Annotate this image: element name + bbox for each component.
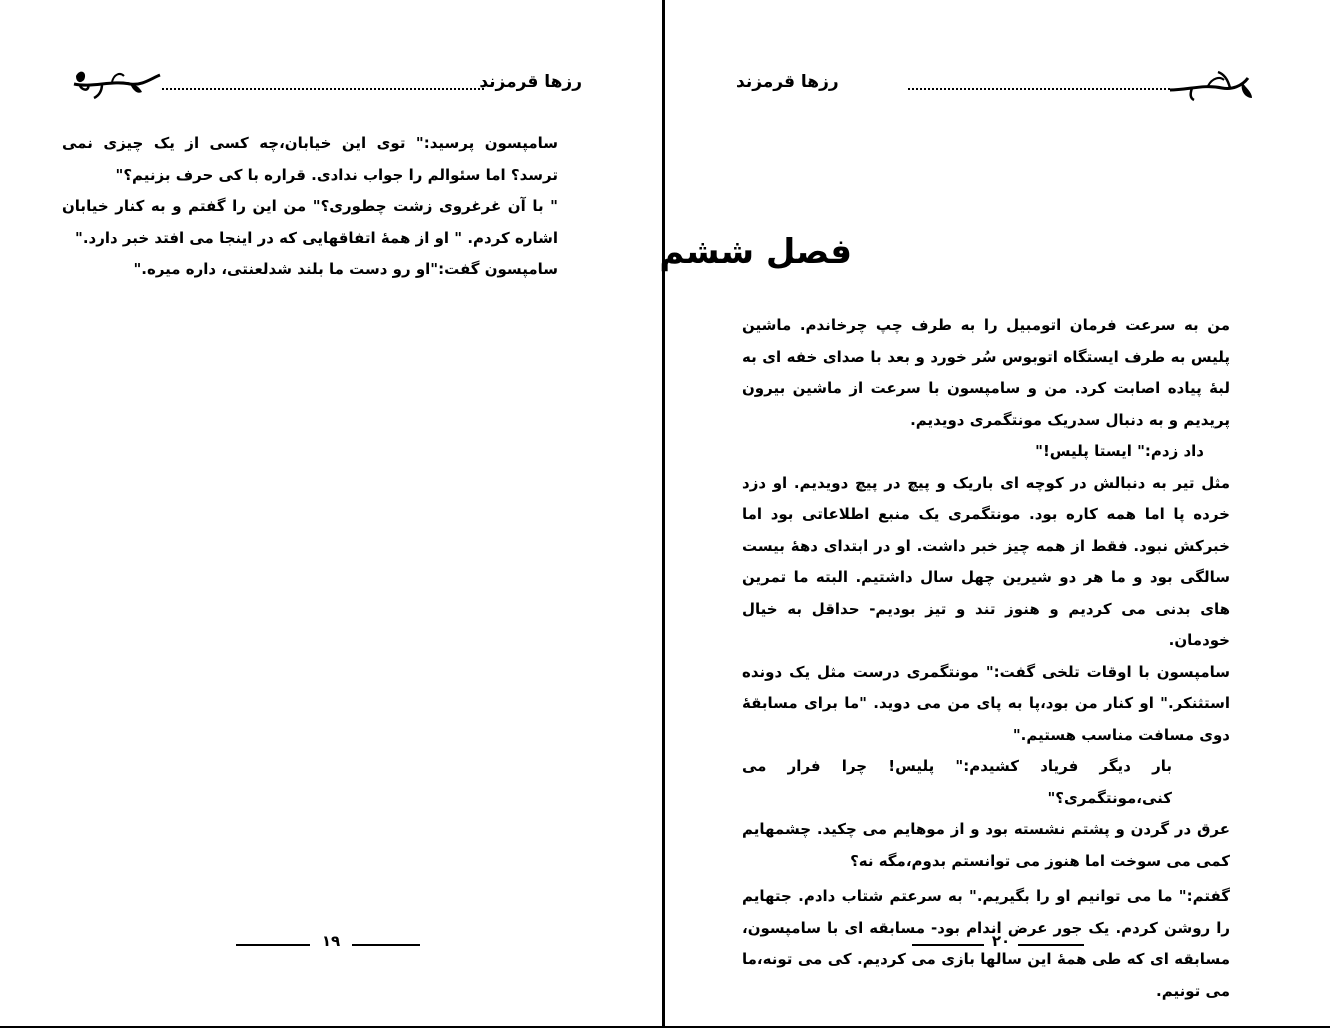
right-page bbox=[659, 0, 1330, 1028]
paragraph: عرق در گردن و پشتم نشسته بود و از موهایم می چکید. چشمهایم کمی می سوخت اما هنوز می توانستم بدوم،مگه نه؟ bbox=[742, 820, 1230, 870]
paragraph: بار دیگر فریاد کشیدم:" پلیس! چرا فرار می کنی،مونتگمری؟" bbox=[742, 757, 1172, 807]
vine-ornament-icon bbox=[72, 62, 162, 104]
paragraph: سامپسون پرسید:" توی این خیابان،چه کسی از یک چیزی نمی ترسد؟ اما سئوالم را جواب ندادی. قراره با کی حرف بزنیم؟" bbox=[62, 134, 558, 184]
header-dotted-rule bbox=[908, 88, 1170, 90]
running-title: رزها قرمزند bbox=[479, 72, 582, 92]
folio-line-right bbox=[352, 944, 420, 946]
paragraph: سامپسون گفت:"او رو دست ما بلند شدلعنتی، داره میره." bbox=[133, 260, 558, 278]
book-spine bbox=[662, 0, 665, 1028]
paragraph: سامپسون با اوقات تلخی گفت:" مونتگمری درست مثل یک دونده استثنکر." او کنار من بود،پا به پای من می دوید. "ما برای مسابقهٔ دوی مسافت مناسب هستیم." bbox=[742, 662, 1230, 744]
header-dotted-rule bbox=[162, 88, 484, 90]
left-page bbox=[0, 0, 664, 1028]
body-text bbox=[742, 310, 1254, 1007]
paragraph: گفتم:" ما می توانیم او را بگیریم." به سرعتم شتاب دادم. جتهایم را روشن کردم. یک جور عرض اندام بود- مسابقه ای با سامپسون، مسابقه ای که طی همهٔ این سالها بازی می کردیم. کی می تونه،ما می تونیم. bbox=[742, 887, 1230, 1000]
paragraph: مثل تیر به دنبالش در کوچه ای باریک و پیچ در پیچ دویدیم. او دزد خرده پا اما همه کاره بود. مونتگمری یک منبع اطلاعاتی بود اما خبرکش نبود. فقط از همه چیز خبر داشت. او در ابتدای دههٔ بیست سالگی بود و ما هر دو شیرین چهل سال داشتیم. البته ما تمرین های بدنی می کردیم و هنوز تند و تیز بودیم- حداقل به خیال خودمان. bbox=[742, 473, 1230, 649]
folio-line-left bbox=[236, 944, 310, 946]
folio-line-left bbox=[912, 944, 984, 946]
page-number: ۱۹ bbox=[321, 932, 341, 950]
paragraph: داد زدم:" ایستا پلیس!" bbox=[1035, 442, 1204, 460]
page-number: ۲۰ bbox=[991, 932, 1011, 950]
paragraph: " با آن غرغروی زشت چطوری؟" من این را گفتم و به کنار خیابان اشاره کردم. " او از همهٔ اتفاقهایی که در اینجا می افتد خبر دارد." bbox=[62, 197, 558, 247]
vine-ornament-icon bbox=[1168, 64, 1254, 104]
body-text bbox=[62, 128, 582, 286]
chapter-title: فصل ششم bbox=[659, 232, 852, 272]
folio-line-right bbox=[1018, 944, 1084, 946]
running-title: رزها قرمزند bbox=[736, 72, 839, 92]
paragraph: من به سرعت فرمان اتومبیل را به طرف چپ چرخاندم. ماشین پلیس به طرف ایستگاه اتوبوس سُر خورد و بعد با صدای خفه ای به لبهٔ پیاده اصابت کرد. من و سامپسون با سرعت از ماشین بیرون پریدیم و به دنبال سدریک مونتگمری دویدیم. bbox=[742, 316, 1230, 429]
